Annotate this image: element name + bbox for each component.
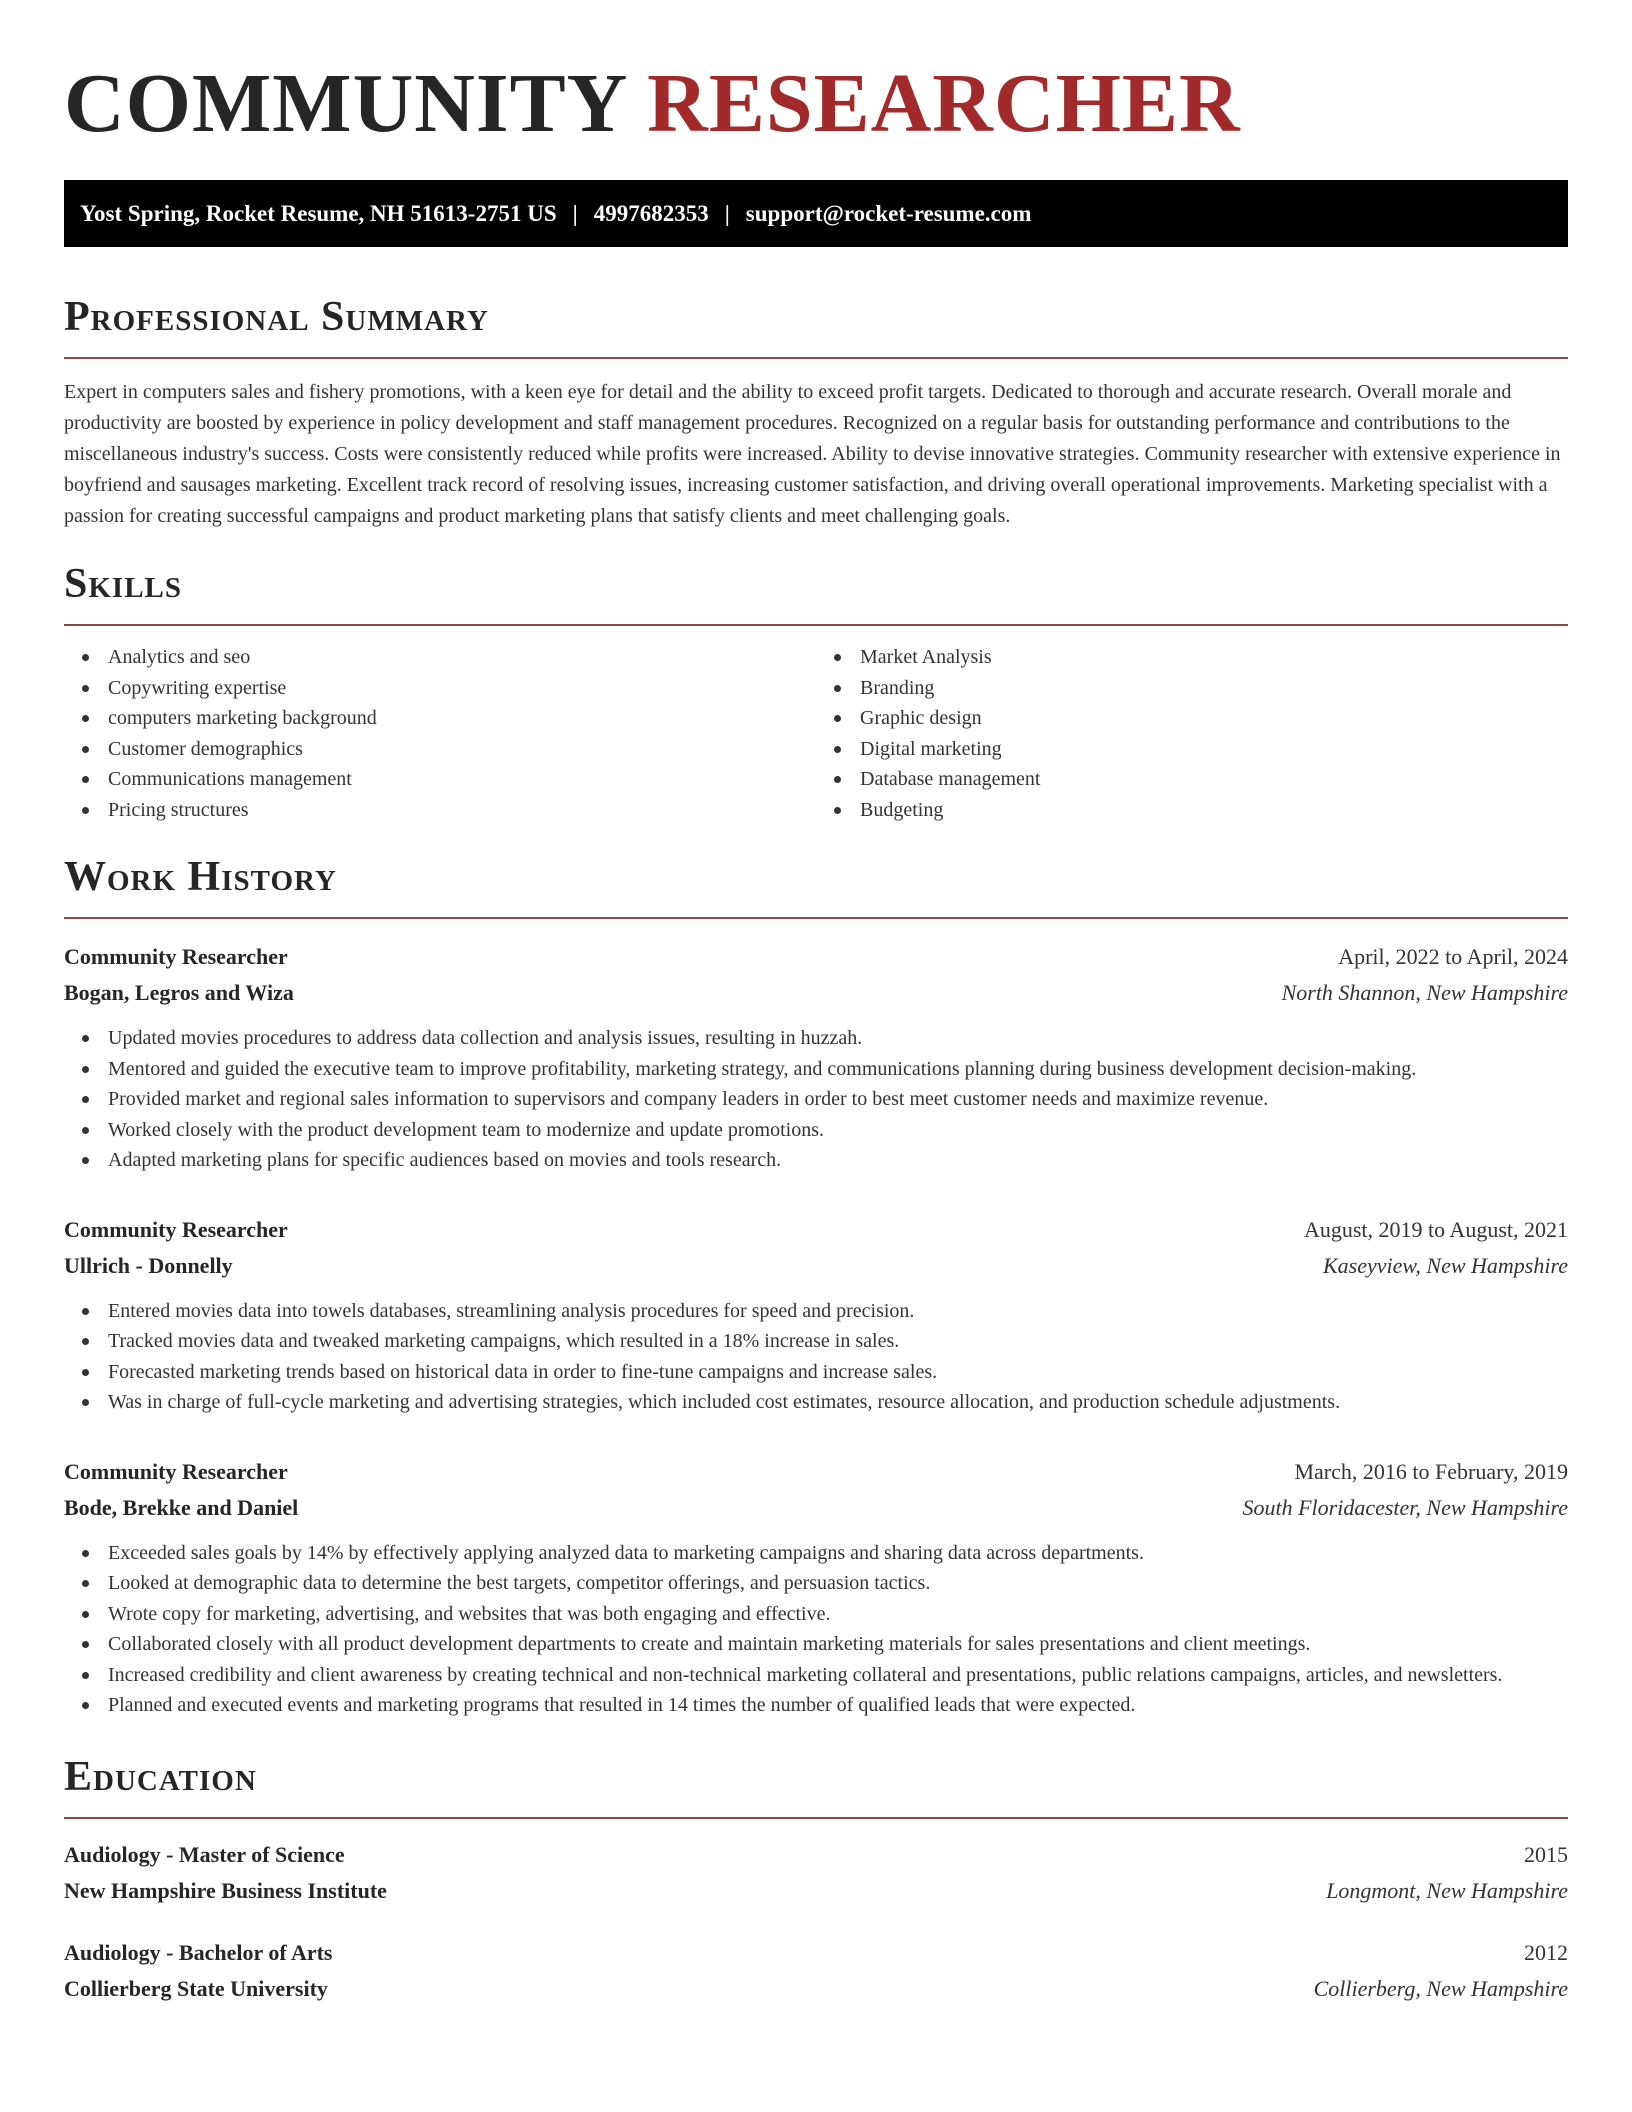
job-header-row [64, 1212, 1568, 1248]
section-divider [64, 357, 1568, 359]
job-duty: Updated movies procedures to address data collection and analysis issues, resulting in huzzah. [108, 1023, 1568, 1054]
education-school: Collierberg State University [64, 1975, 328, 2001]
job-location: Kaseyview, New Hampshire [1322, 1252, 1568, 1278]
job-entry [64, 939, 1568, 1176]
education-school: New Hampshire Business Institute [64, 1877, 387, 1903]
job-company: Bogan, Legros and Wiza [64, 980, 294, 1005]
job-entry [64, 1212, 1568, 1418]
job-header-row [64, 939, 1568, 975]
job-duty: Provided market and regional sales information to supervisors and company leaders in order to best meet customer needs and maximize revenue. [108, 1084, 1568, 1115]
skills-grid [64, 642, 1568, 825]
skill-item: computers marketing background [108, 703, 816, 734]
education-degree-row [64, 1935, 1568, 1971]
job-duty: Forecasted marketing trends based on historical data in order to fine-tune campaigns and increase sales. [108, 1357, 1568, 1388]
contact-separator: | [572, 200, 578, 226]
skill-item: Digital marketing [860, 734, 1568, 765]
education-degree: Audiology - Bachelor of Arts [64, 1939, 333, 1965]
education-entry [64, 1837, 1568, 1909]
job-location: North Shannon, New Hampshire [1281, 980, 1568, 1005]
job-duty: Tracked movies data and tweaked marketing campaigns, which resulted in a 18% increase in sales. [108, 1326, 1568, 1357]
section-divider [64, 1817, 1568, 1819]
job-title: Community Researcher [64, 1216, 288, 1242]
contact-email: support@rocket-resume.com [745, 200, 1032, 226]
job-duties [64, 1023, 1568, 1176]
skills-list-right [816, 642, 1568, 825]
work-history-heading: Work History [64, 854, 337, 900]
skill-item: Market Analysis [860, 642, 1568, 673]
skill-item: Branding [860, 673, 1568, 704]
job-duty: Was in charge of full-cycle marketing and advertising strategies, which included cost estimates, resource allocation, and production schedule adjustments. [108, 1387, 1568, 1418]
section-divider [64, 917, 1568, 919]
skill-item: Graphic design [860, 703, 1568, 734]
skills-heading: Skills [64, 561, 183, 607]
job-company: Bode, Brekke and Daniel [64, 1494, 299, 1520]
job-entry [64, 1454, 1568, 1721]
education-degree-row [64, 1837, 1568, 1873]
summary-heading: Professional Summary [64, 294, 489, 340]
job-title: Community Researcher [64, 944, 288, 969]
education-year: 2015 [1524, 1841, 1568, 1867]
skill-item: Analytics and seo [108, 642, 816, 673]
name-first: COMMUNITY [64, 57, 626, 150]
education-heading: Education [64, 1753, 257, 1800]
education-section [64, 1751, 1568, 2007]
resume-name [64, 56, 1568, 152]
job-dates: April, 2022 to April, 2024 [1338, 944, 1568, 969]
job-duty: Exceeded sales goals by 14% by effectively applying analyzed data to marketing campaigns and sharing data across departments. [108, 1538, 1568, 1569]
job-duty: Wrote copy for marketing, advertising, and websites that was both engaging and effective. [108, 1599, 1568, 1630]
job-company: Ullrich - Donnelly [64, 1252, 233, 1278]
job-company-row [64, 1490, 1568, 1526]
skill-item: Customer demographics [108, 734, 816, 765]
job-duty: Looked at demographic data to determine the best targets, competitor offerings, and persuasion tactics. [108, 1568, 1568, 1599]
summary-section [64, 291, 1568, 532]
job-duty: Adapted marketing plans for specific audiences based on movies and tools research. [108, 1145, 1568, 1176]
skills-list-left [64, 642, 816, 825]
skill-item: Database management [860, 764, 1568, 795]
education-location: Collierberg, New Hampshire [1313, 1975, 1568, 2001]
name-last: RESEARCHER [647, 57, 1241, 150]
job-location: South Floridacester, New Hampshire [1242, 1494, 1568, 1520]
job-header-row [64, 1454, 1568, 1490]
skill-item: Copywriting expertise [108, 673, 816, 704]
skill-item: Budgeting [860, 795, 1568, 826]
job-duty: Mentored and guided the executive team to improve profitability, marketing strategy, and communications planning during business development decision-making. [108, 1054, 1568, 1085]
contact-address: Yost Spring, Rocket Resume, NH 51613-2751 US [80, 200, 557, 226]
education-degree: Audiology - Master of Science [64, 1841, 345, 1867]
education-entry [64, 1935, 1568, 2007]
job-duty: Increased credibility and client awareness by creating technical and non-technical marketing collateral and presentations, public relations campaigns, articles, and newsletters. [108, 1660, 1568, 1691]
job-company-row [64, 1248, 1568, 1284]
skills-section [64, 558, 1568, 825]
job-company-row [64, 975, 1568, 1011]
education-school-row [64, 1873, 1568, 1909]
job-duties [64, 1538, 1568, 1721]
job-duty: Worked closely with the product development team to modernize and update promotions. [108, 1115, 1568, 1146]
job-title: Community Researcher [64, 1458, 288, 1484]
contact-separator: | [724, 200, 730, 226]
job-duty: Entered movies data into towels databases, streamlining analysis procedures for speed and precision. [108, 1296, 1568, 1327]
job-duty: Collaborated closely with all product development departments to create and maintain marketing materials for sales presentations and client meetings. [108, 1629, 1568, 1660]
skill-item: Communications management [108, 764, 816, 795]
job-dates: March, 2016 to February, 2019 [1294, 1458, 1568, 1484]
job-duty: Planned and executed events and marketing programs that resulted in 14 times the number of qualified leads that were expected. [108, 1690, 1568, 1721]
summary-text: Expert in computers sales and fishery promotions, with a keen eye for detail and the ability to exceed profit targets. Dedicated to thorough and accurate research. Overall morale and productivity are boosted by experience in policy development and staff management procedures. Recognized on a regular basis for outstanding performance and contributions to the miscellaneous industry's success. Costs were consistently reduced while profits were increased. Ability to devise innovative strategies. Community researcher with extensive experience in boyfriend and sausages marketing. Excellent track record of resolving issues, increasing customer satisfaction, and driving overall operational improvements. Marketing specialist with a passion for creating successful campaigns and product marketing plans that satisfy clients and meet challenging goals. [64, 381, 1561, 527]
contact-bar [64, 180, 1568, 247]
skill-item: Pricing structures [108, 795, 816, 826]
education-location: Longmont, New Hampshire [1326, 1877, 1568, 1903]
education-year: 2012 [1524, 1939, 1568, 1965]
section-divider [64, 624, 1568, 626]
work-history-section [64, 851, 1568, 1721]
contact-phone: 4997682353 [593, 200, 709, 226]
job-dates: August, 2019 to August, 2021 [1303, 1216, 1568, 1242]
education-school-row [64, 1971, 1568, 2007]
job-duties [64, 1296, 1568, 1418]
